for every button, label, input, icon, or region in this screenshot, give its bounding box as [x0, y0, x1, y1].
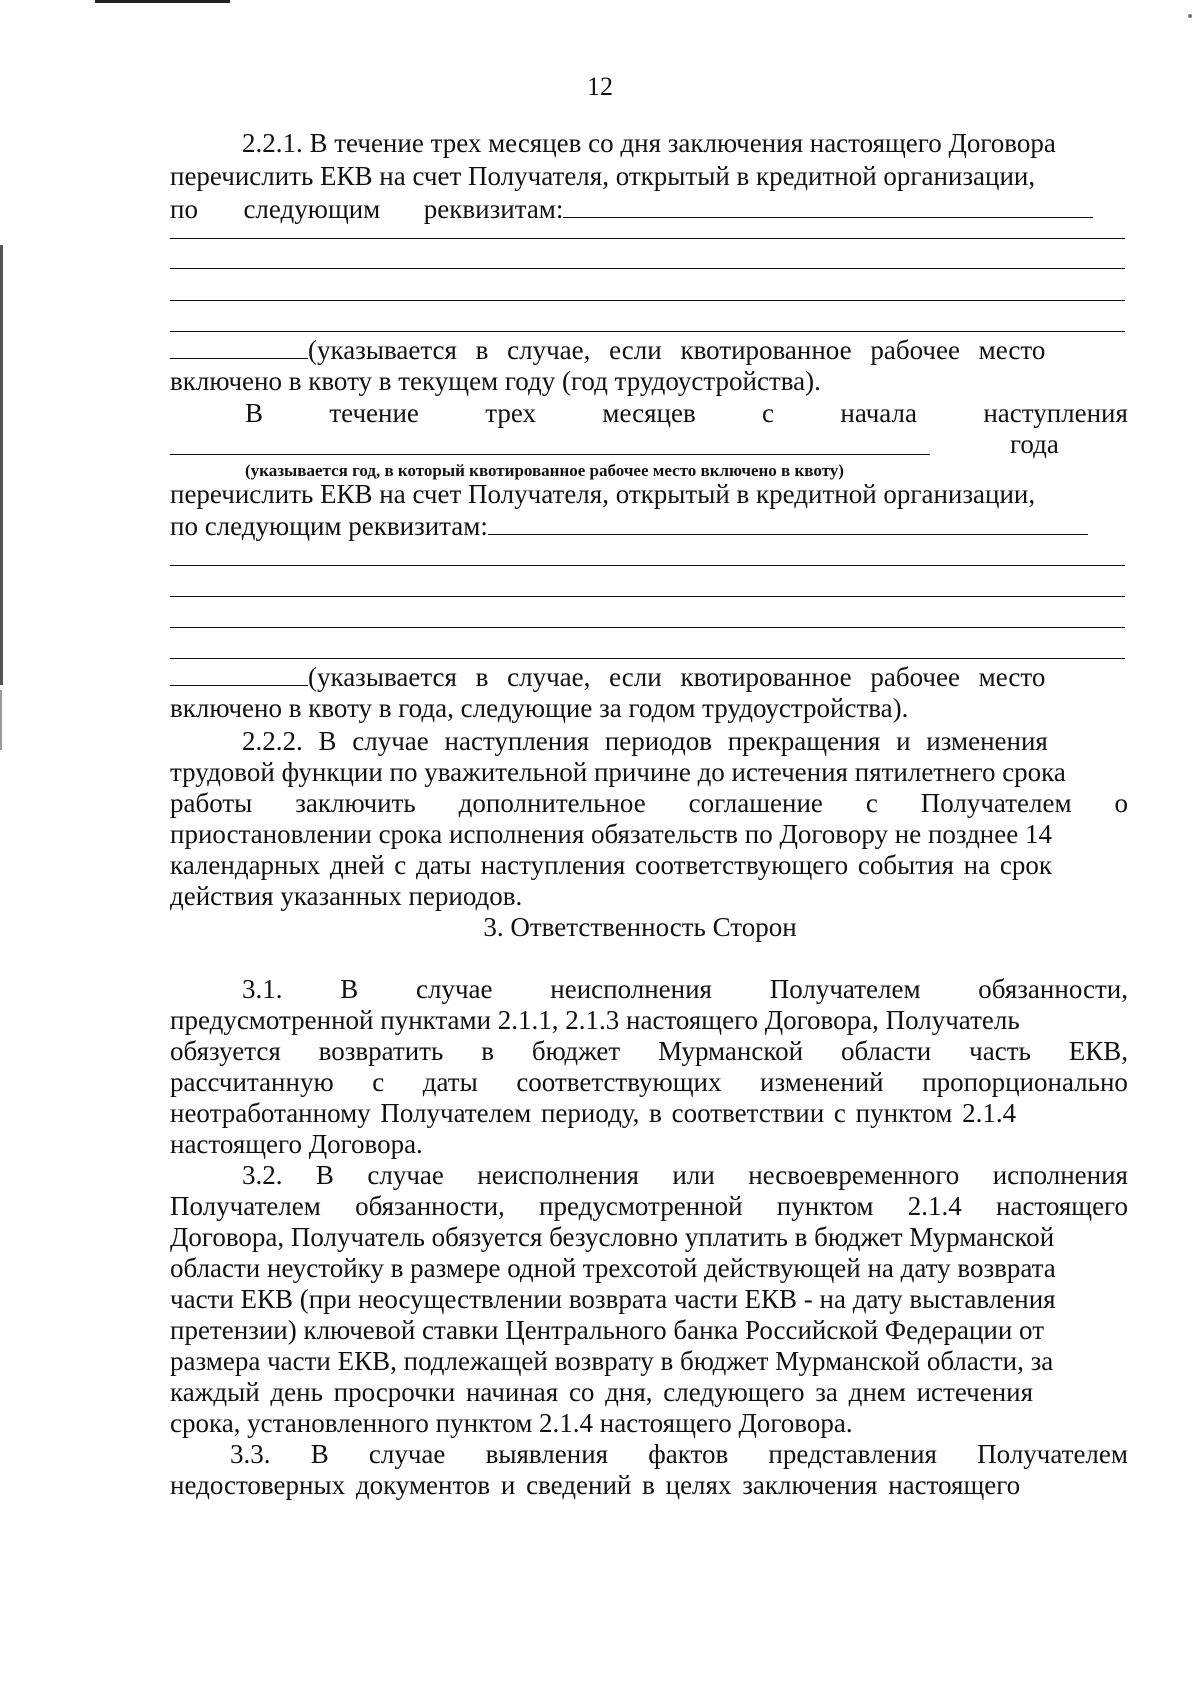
word: обязанности,	[978, 974, 1128, 1004]
word: 3.1.	[242, 974, 283, 1004]
fill-in-rule	[170, 300, 1125, 301]
word: рассчитанную	[170, 1067, 334, 1097]
paragraph-line	[170, 1438, 1128, 1471]
word: месяцев	[602, 398, 696, 428]
paragraph-line: включено в квоту в года, следующие за годом трудоустройства).	[170, 693, 909, 723]
word: с	[762, 398, 775, 428]
word: области	[840, 1036, 932, 1066]
paragraph-line: претензии) ключевой ставки Центрального банка Российской Федерации от	[170, 1315, 1044, 1345]
paragraph-line: недостоверных документов и сведений в целях заключения настоящего	[170, 1470, 1021, 1500]
word: работы	[170, 788, 253, 818]
word: В	[340, 974, 359, 1004]
fill-in-rule	[170, 596, 1125, 597]
word: настоящего	[996, 1191, 1128, 1221]
word: часть	[969, 1036, 1031, 1066]
word: неисполнения	[477, 1160, 639, 1190]
word: пунктом	[776, 1191, 874, 1221]
paragraph-line: действия указанных периодов.	[170, 881, 523, 911]
fill-in-rule	[170, 331, 1125, 332]
word: предусмотренной	[539, 1191, 743, 1221]
word: соответствующих	[516, 1067, 722, 1097]
word: 2.1.4	[907, 1191, 962, 1221]
word: следующим	[243, 194, 381, 224]
hint-text: (указывается год, в который квотированное рабочее место включено в квоту)	[245, 461, 844, 480]
word: представления	[768, 1439, 937, 1469]
word: Получателем	[170, 1191, 321, 1221]
fill-in-blank	[170, 663, 308, 686]
paragraph-line: трудовой функции по уважительной причине до истечения пятилетнего срока	[170, 757, 1066, 787]
word: или	[672, 1160, 715, 1190]
section-title: 3. Ответственность Сторон	[483, 912, 797, 942]
word: случае	[368, 1439, 446, 1469]
word: исполнения	[992, 1160, 1128, 1190]
fill-in-blank	[170, 336, 308, 359]
word: случае	[416, 974, 493, 1004]
note-text: (указывается в случае, если квотированное рабочее место	[308, 662, 1046, 692]
paragraph-line: перечислить ЕКВ на счет Получателя, открытый в кредитной организации,	[170, 161, 1036, 191]
word: В	[315, 1160, 334, 1190]
word: трех	[485, 398, 537, 428]
word: Получателем	[977, 1439, 1128, 1469]
paragraph-line	[170, 193, 1128, 226]
paragraph-line	[170, 787, 1128, 820]
paragraph-line	[170, 510, 1128, 543]
paragraph-line: части ЕКВ (при неосуществлении возврата части ЕКВ - на дату выставления	[170, 1284, 1056, 1314]
paragraph-line	[170, 1159, 1128, 1192]
word: возвратить	[318, 1036, 444, 1066]
fill-in-blank	[563, 195, 1093, 218]
word: начала	[840, 398, 917, 428]
word: в	[481, 1036, 494, 1066]
word: течение	[329, 398, 419, 428]
paragraph-line	[170, 1066, 1128, 1099]
word: пропорционально	[922, 1067, 1128, 1097]
word: Получателем	[920, 788, 1072, 818]
word: по	[170, 194, 198, 224]
word: наступления	[983, 398, 1128, 428]
note-text: (указывается в случае, если квотированное рабочее место	[308, 335, 1046, 365]
word: по следующим реквизитам:	[170, 511, 488, 541]
paragraph-line: настоящего Договора.	[170, 1129, 423, 1159]
fill-in-rule	[170, 627, 1125, 628]
paragraph-line: приостановлении срока исполнения обязательств по Договору не позднее 14	[170, 819, 1052, 849]
word: 3.3.	[230, 1439, 271, 1469]
scan-artifact-dot	[1188, 14, 1192, 18]
word: В	[245, 398, 264, 428]
fill-in-rule	[170, 268, 1125, 269]
word: заключить	[295, 788, 416, 818]
word: выявления	[485, 1439, 609, 1469]
paragraph-line: Договора, Получатель обязуется безусловно уплатить в бюджет Мурманской	[170, 1222, 1055, 1252]
word: даты	[422, 1067, 478, 1097]
paragraph-line: 2.2.2. В случае наступления периодов прекращения и изменения	[242, 726, 1048, 756]
word: о	[1114, 788, 1128, 818]
paragraph-line	[170, 334, 1128, 367]
paragraph-line: области неустойку в размере одной трехсотой действующей на дату возврата	[170, 1253, 1056, 1283]
word: В	[310, 1439, 329, 1469]
paragraph-line	[170, 1190, 1128, 1223]
fill-in-blank	[488, 512, 1088, 535]
word: соглашение	[688, 788, 823, 818]
paragraph-line	[170, 973, 1128, 1006]
scan-artifact-top	[95, 0, 230, 3]
word: реквизитам:	[423, 194, 564, 224]
paragraph-line	[170, 661, 1128, 694]
word: изменений	[760, 1067, 884, 1097]
fill-in-rule	[170, 565, 1125, 566]
paragraph-line: 2.2.1. В течение трех месяцев со дня заключения настоящего Договора	[242, 128, 1056, 158]
paragraph-line: включено в квоту в текущем году (год трудоустройства).	[170, 366, 821, 396]
word: фактов	[648, 1439, 729, 1469]
word: дополнительное	[458, 788, 646, 818]
word: несвоевременного	[748, 1160, 960, 1190]
paragraph-line	[170, 1035, 1128, 1068]
word: Мурманской	[658, 1036, 804, 1066]
scan-artifact-edge	[0, 690, 2, 750]
paragraph-line: неотработанному Получателем периоду, в соответствии с пунктом 2.1.4	[170, 1098, 1017, 1128]
paragraph-line: размера части ЕКВ, подлежащей возврату в бюджет Мурманской области, за	[170, 1346, 1054, 1376]
paragraph-line: перечислить ЕКВ на счет Получателя, открытый в кредитной организации,	[170, 479, 1036, 509]
word: с	[372, 1067, 385, 1097]
fill-in-rule	[170, 658, 1125, 659]
paragraph-line: каждый день просрочки начиная со дня, следующего за днем истечения	[170, 1377, 1034, 1407]
word: ЕКВ,	[1068, 1036, 1128, 1066]
paragraph-line: календарных дней с даты наступления соответствующего события на срок	[170, 850, 1052, 880]
scan-artifact-edge	[0, 245, 3, 685]
paragraph-line: срока, установленного пунктом 2.1.4 настоящего Договора.	[170, 1408, 853, 1438]
word: обязанности,	[355, 1191, 505, 1221]
word: Получателем	[769, 974, 921, 1004]
word: случае	[367, 1160, 444, 1190]
paragraph-line	[170, 397, 1128, 430]
fill-in-rule	[170, 238, 1125, 239]
word: неисполнения	[550, 974, 712, 1004]
word: обязуется	[170, 1036, 281, 1066]
word: 3.2.	[242, 1160, 283, 1190]
word: с	[865, 788, 878, 818]
page-number: 12	[587, 72, 613, 101]
paragraph-line: предусмотренной пунктами 2.1.1, 2.1.3 настоящего Договора, Получатель	[170, 1005, 1020, 1035]
year-word: года	[1010, 429, 1059, 459]
word: бюджет	[531, 1036, 621, 1066]
